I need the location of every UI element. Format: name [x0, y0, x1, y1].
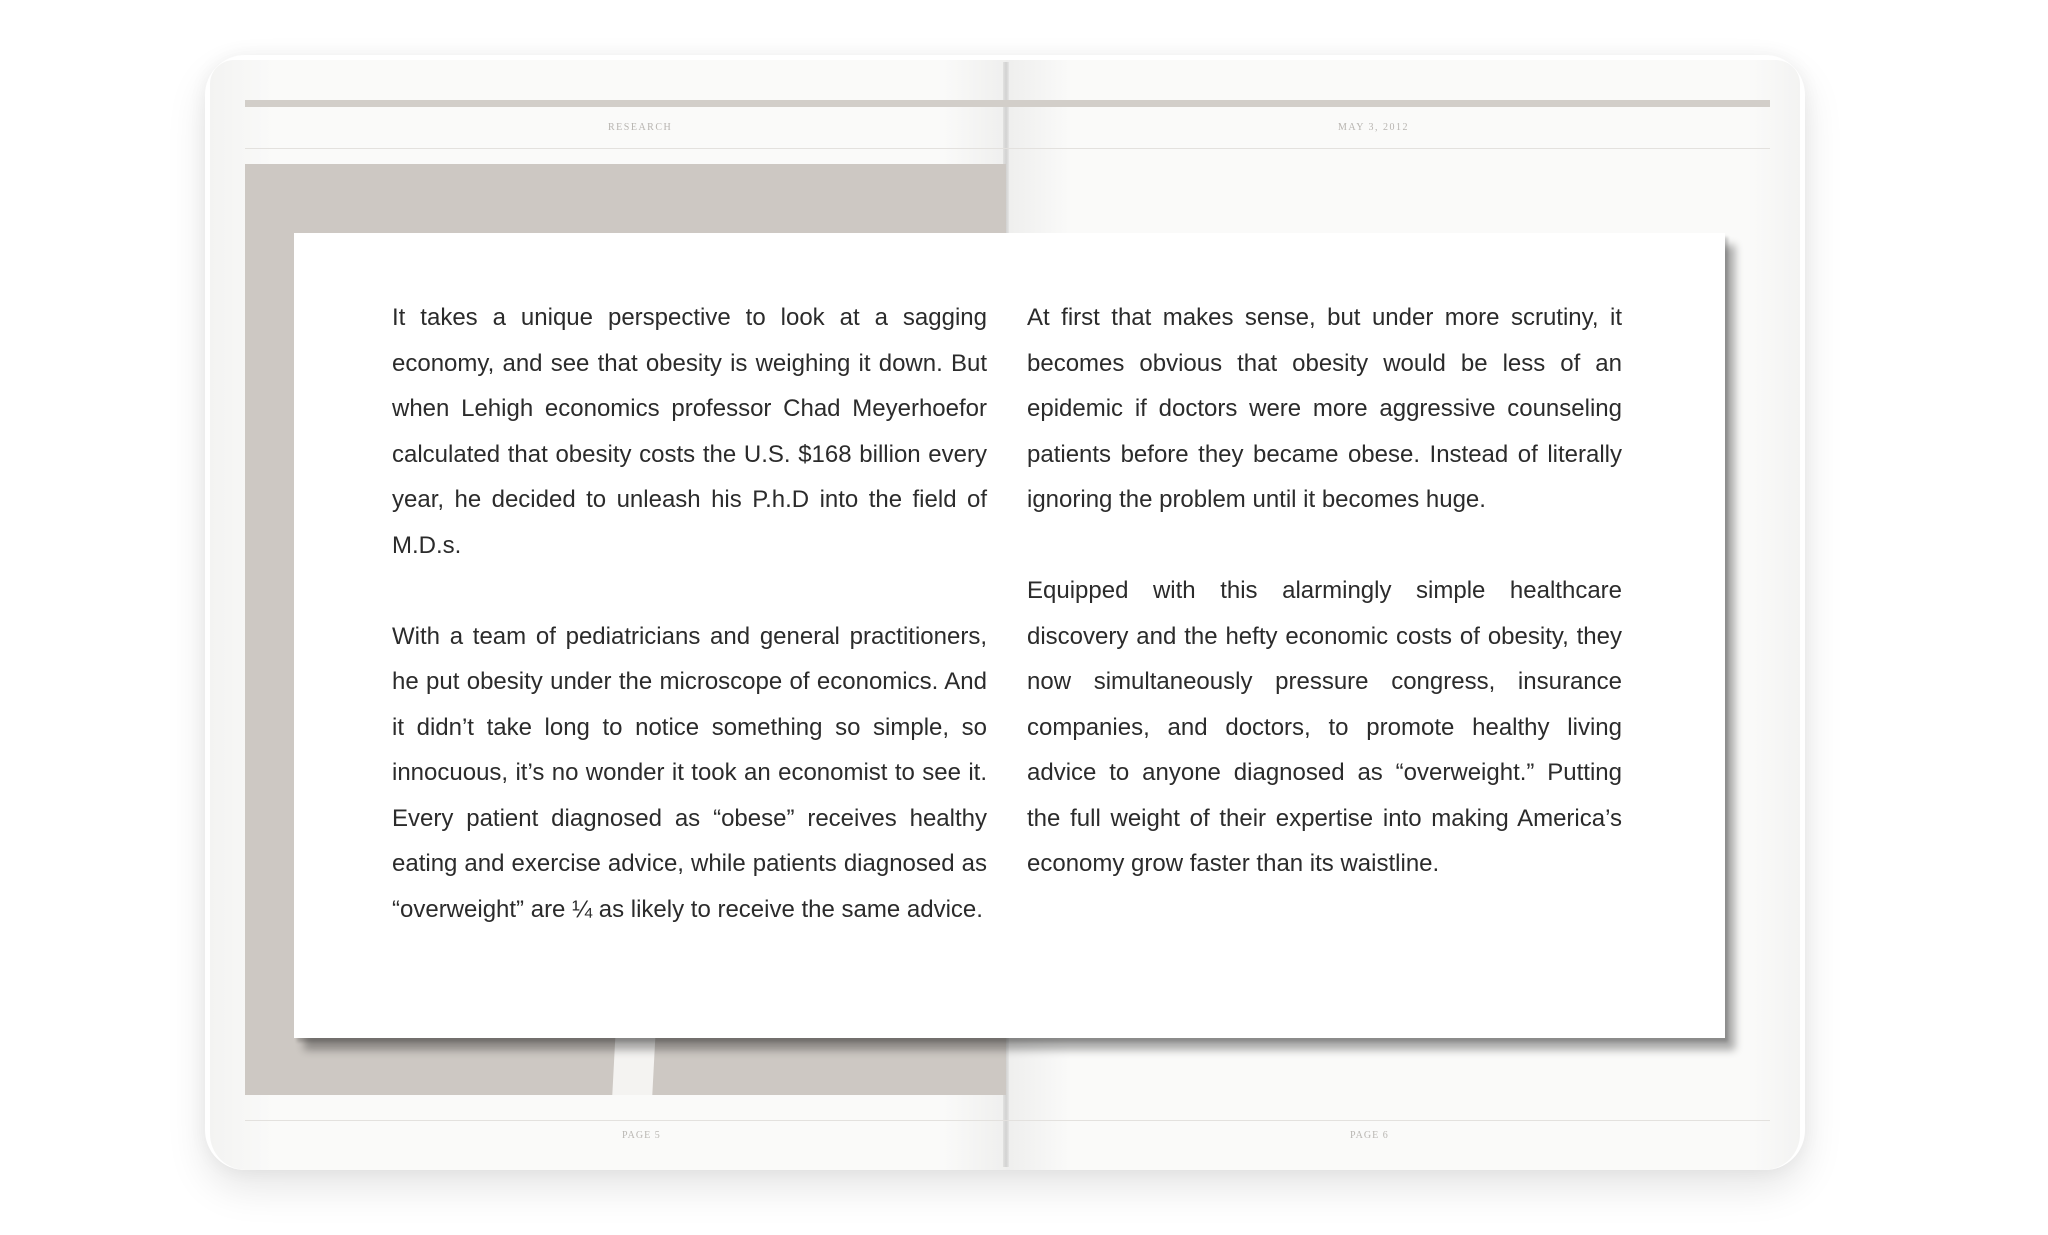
paragraph: At first that makes sense, but under more scrutiny, it becomes obvious that obesity would be less of an epidemic if doctors were more aggressive counseling patients before they became obese. Instead of literally ignoring the problem until it becomes huge.: [1027, 304, 1622, 513]
left-running-head: RESEARCH: [608, 122, 673, 133]
paragraph: It takes a unique perspective to look at a sagging economy, and see that obesity is weighing it down. But when Lehigh economics professor Chad Meyerhoefor calculated that obesity costs the U.S. $168 billion every year, he decided to unleash his P.h.D into the field of M.D.s.: [392, 304, 987, 559]
paragraph: Equipped with this alarmingly simple healthcare discovery and the hefty economic costs of obesity, they now simultaneously pressure congress, insurance companies, and doctors, to promote healthy living advice to anyone diagnosed as “overweight.” Putting the full weight of their expertise into making America’s economy grow faster than its waistline.: [1027, 577, 1622, 877]
right-text-column: [1027, 295, 1622, 932]
paragraph: With a team of pediatricians and general practitioners, he put obesity under the microscope of economics. And it didn’t take long to notice something so simple, so innocuous, it’s no wonder it took an economist to see it. Every patient diagnosed as “obese” receives healthy eating and exercise advice, while patients diagnosed as “overweight” are ¼ as likely to receive the same advice.: [392, 622, 987, 923]
left-text-column: [392, 295, 987, 978]
article-text-card: [294, 233, 1725, 1038]
top-rule: [245, 100, 1770, 107]
left-folio: PAGE 5: [622, 1130, 661, 1141]
right-running-head: MAY 3, 2012: [1338, 122, 1410, 133]
footer-divider: [245, 1120, 1770, 1121]
right-folio: PAGE 6: [1350, 1130, 1389, 1141]
photo-detail: [612, 1030, 655, 1095]
header-divider: [245, 148, 1770, 149]
